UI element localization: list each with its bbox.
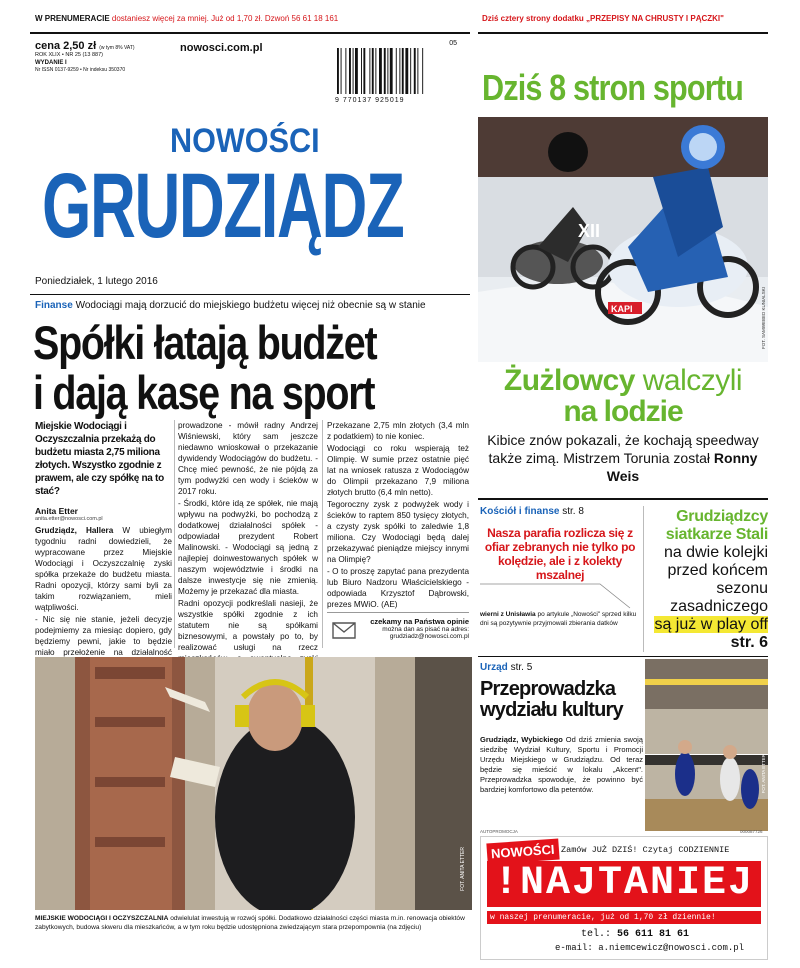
- lead-headline-line1: Spółki łatają budżet: [33, 316, 377, 369]
- speedway-text: [478, 431, 768, 485]
- barcode-bar: [399, 48, 400, 94]
- office-text: Od dziś zmienia swoją siedzibę Wydział Kultury, Sportu i Promocji Urzędu Miejskiego w Grudziądzu. Od teraz będzie się mieścić w lokalu „Akcent". Przeprowadzka spowoduje, że powinno być bardziej komfortowo dla petentów.: [480, 735, 643, 794]
- paragraph: prowadzone - mówił radny Andrzej Wiśniewski, który sam jeszcze niedawno wnioskował o przekazanie dywidendy Wodociągów do budżetu. - Chcę mieć pewność, że nie pójdą za tym podwyżki cen wody i ścieków w 2017 roku.: [178, 421, 318, 496]
- author: Anita Etter: [35, 506, 78, 516]
- barcode-bar: [337, 48, 339, 94]
- speedway-body: Kibice znów pokazali, że kochają speedway także zimą. Mistrzem Torunia został: [487, 432, 759, 466]
- subscription-ad[interactable]: [480, 836, 768, 960]
- barcode-bar: [375, 48, 376, 94]
- speedway-winner: Ronny Weis: [606, 450, 758, 484]
- right-rule: [478, 656, 768, 657]
- barcode-bar: [353, 48, 354, 94]
- office-headline-l2: wydziału kultury: [480, 699, 623, 721]
- barcode-bar: [410, 48, 411, 94]
- church-source: wierni z Unisławia: [480, 611, 536, 618]
- lead-headline-line2: i dają kasę na sport: [33, 366, 375, 419]
- volleyball-l3: na dwie kolejki: [663, 544, 768, 561]
- office-story[interactable]: [480, 662, 643, 795]
- barcode-bar: [405, 48, 408, 94]
- issue-date: Poniedziałek, 1 lutego 2016: [35, 276, 158, 287]
- price-box: [35, 40, 175, 74]
- office-page: str. 5: [510, 662, 533, 673]
- barcode-bar: [387, 48, 388, 94]
- author-email[interactable]: anita.etter@nowosci.com.pl: [35, 516, 103, 522]
- supplement-text: Dziś cztery strony dodatku: [482, 14, 584, 23]
- photo-credit: FOT. SAMWEBED KUNIALSKI: [761, 287, 766, 350]
- church-label: Kościół i finanse: [480, 506, 560, 517]
- church-headline: Nasza parafia rozlicza się z ofiar zebranych nie tylko po kolędzie, ale i z kolekty mszalnej: [484, 526, 636, 582]
- photo-credit: FOT. ANITA ETTER: [761, 754, 766, 794]
- ad-email-line: [555, 943, 744, 953]
- ad-label-right: 000087726: [740, 829, 763, 834]
- subscription-text: dostaniesz więcej za mniej. Już od 1,70 zł. Dzwoń 56 61 18 161: [111, 14, 339, 23]
- price: cena 2,50 zł: [35, 40, 97, 52]
- photo-credit: FOT. ANITA ETTER: [460, 847, 466, 891]
- office-dateline: Grudziądz, Wybickiego: [480, 735, 563, 744]
- barcode-bar: [414, 48, 416, 94]
- speedway-story[interactable]: [478, 365, 768, 485]
- opinions-box: [327, 612, 469, 650]
- logo-top: NOWOŚCI: [170, 122, 320, 160]
- ad-line: w naszej prenumeracie, już od 1,70 zł dziennie!: [487, 911, 761, 924]
- sport-headline[interactable]: Dziś 8 stron sportu: [482, 67, 743, 108]
- barcode-bar: [379, 48, 382, 94]
- paragraph: Przekazane 2,75 mln złotych (3,4 mln z podatkiem) to nie koniec.: [327, 421, 469, 441]
- paragraph: Radni opozycji podkreślali nasieji, że wszystkie spółki zgodnie z ich statutem nie są spółkami biznesowymi, a powstały po to, by realizować usługi na rzecz: [178, 599, 318, 652]
- subscription-banner: [35, 14, 338, 23]
- logo-main: GRUDZIĄDZ: [42, 155, 404, 257]
- office-headline-l1: Przeprowadzka: [480, 678, 616, 700]
- envelope-icon: [331, 617, 357, 643]
- paragraph: Tegoroczny zysk z podwyżek wody i ścieków to raptem 850 tysięcy złotych, a czysty zysk spółki to zaledwie 1,8 miliona. Czy Wodociągi będą dalej przekazywać pieniądze miejscy innymi na Olimpię?: [327, 500, 469, 564]
- opinions-title: czekamy na Państwa opinie: [370, 617, 469, 626]
- barcode-bar: [384, 48, 386, 94]
- ad-email[interactable]: a.niemcewicz@nowosci.com.pl: [598, 943, 745, 953]
- speedway-title-line2: na lodzie: [563, 395, 683, 428]
- photo-caption: [35, 914, 472, 932]
- ad-phone[interactable]: 56 611 81 61: [617, 929, 690, 940]
- ad-label-left: AUTOPROMOCJA: [480, 829, 518, 834]
- bike-number: XII: [578, 221, 601, 241]
- barcode-bar: [345, 48, 346, 94]
- opinions-email[interactable]: grudziadz@nowosci.com.pl: [389, 633, 469, 640]
- volleyball-l6: zasadniczego: [670, 598, 768, 615]
- volleyball-l4: przed końcem: [667, 562, 768, 579]
- volleyball-l2: siatkarze Stali: [665, 526, 768, 543]
- lead-column-1: [35, 420, 172, 681]
- barcode: [335, 40, 457, 108]
- column-divider: [643, 506, 644, 652]
- lead-headline[interactable]: [33, 318, 376, 418]
- top-rule-right: [478, 32, 768, 34]
- paragraph: Wodociągi co roku wspierają też Olimpię. W sumie przez ostatnie pięć lat na wniosek ratusza z Wodociągów do Olimpii przekazano 7,9 miliona złotych brutto (6,4 mln netto).: [327, 444, 469, 497]
- paragraph: - O to proszę zapytać pana prezydenta lub Biuro Nadzoru Właścicielskiego - odpowiada Krzysztof Dąbrowski, prezes MWiO.: [327, 567, 469, 609]
- website[interactable]: nowosci.com.pl: [180, 42, 263, 54]
- lead-photo: [35, 657, 472, 910]
- volleyball-story[interactable]: [645, 508, 768, 652]
- dateline: Grudziądz, Hallera: [35, 526, 114, 535]
- right-rule: [478, 498, 768, 500]
- barcode-number: 9 770137 925019: [335, 97, 405, 104]
- column-divider: [322, 420, 323, 648]
- lead-column-3: [327, 420, 469, 611]
- office-label: Urząd: [480, 662, 508, 673]
- volleyball-l5: sezonu: [716, 580, 768, 597]
- opinions-text: można dan as pisać na adres:: [382, 626, 469, 633]
- ad-phone-line: [581, 929, 689, 940]
- caption-bold: MIEJSKIE WODOCIĄGI I OCZYSZCZALNIA: [35, 915, 169, 922]
- supplement-banner: [482, 14, 724, 23]
- ad-logo: NOWOŚCI: [486, 839, 559, 865]
- ad-big: !NAJTANIEJ: [487, 861, 761, 907]
- speedway-title-bold: Żużlowcy: [503, 364, 635, 397]
- date-rule: [30, 294, 470, 295]
- ad-phone-label: tel.:: [581, 929, 612, 940]
- ad-slogan: Zamów JUŻ DZIŚ! Czytaj CODZIENNIE: [561, 845, 730, 855]
- barcode-bar: [369, 48, 370, 94]
- paragraph: W ubiegłym tygodniu radni dowiedzieli, że wypracowane przez Miejskie Wodociągi i Oczyszczalnię zyski spółka przekaże do budżetu miasta. Radni opozycji, którzy sami byli za takim rozwiązaniem, mieli wątpliwości.: [35, 526, 172, 612]
- lead-kicker-line: [35, 300, 475, 311]
- volleyball-photo: [645, 659, 768, 831]
- subscription-title: W PRENUMERACIE: [35, 14, 110, 23]
- barcode-bar: [372, 48, 374, 94]
- barcode-bar: [396, 48, 397, 94]
- barcode-bar: [355, 48, 358, 94]
- volleyball-page: str. 6: [730, 634, 768, 651]
- barcode-bar: [361, 48, 362, 94]
- lead-kicker: Finanse: [35, 300, 73, 311]
- church-page: str. 8: [562, 506, 584, 517]
- paragraph: - Środki, które idą ze spółek, nie mają wpływu na podwyżki, bo pochodzą z dodatkowej działalności spółek - odpowiadał prezydent Robert Malinowski. - Wodociągi są jedną z najlepiej doinwestowanych spółek w naszym województwie i środki na dalsze inwestycje się nie zmienią. Możemy je przekazać dla miasta.: [178, 499, 318, 596]
- paragraph: - Nic się nie stanie, jeżeli decyzje podejmiemy za miesiąc dopiero, gdy będziemy pewni, jakie to będzie miało przełożenie na działalność: [35, 615, 172, 657]
- speech-pointer: [480, 582, 640, 610]
- barcode-bar: [363, 48, 365, 94]
- ad-email-label: e-mail:: [555, 943, 593, 953]
- volleyball-highlight: są już w play off: [654, 616, 768, 633]
- volleyball-l1: Grudziądzcy: [676, 508, 768, 525]
- issn: Nr ISSN 0137-9259 • Nr indeksu 350370: [35, 67, 126, 73]
- barcode-issue: 05: [449, 40, 457, 47]
- column-divider: [174, 420, 175, 648]
- supplement-name: „PRZEPISY NA CHRUSTY I PĄCZKI": [586, 14, 724, 23]
- sponsor-label: KAPI: [611, 304, 633, 314]
- speedway-photo: [478, 117, 768, 362]
- lead-lede: Miejskie Wodociągi i Oczyszczalnia przekażą do budżetu miasta 2,75 miliona złotych. Wszystko zgodnie z prawem, ale czy spółkę na to stać?: [35, 421, 164, 497]
- barcode-bar: [417, 48, 418, 94]
- barcode-bar: [390, 48, 393, 94]
- edition: WYDANIE I: [35, 60, 67, 66]
- caption-text: odwielulat inwestują w rozwój spółki. Dodatkowo działalności części miasta m.in. renowacja obiektów zabytkowych, budowa skweru dla mieszkańców, a w tym roku będzie udostępniona zwiedzającym stara przepompownia (na zdjęciu): [35, 915, 465, 931]
- church-story[interactable]: [480, 506, 640, 628]
- church-source-text: po artykule „Nowości" sprzed kilku dni są pozytywnie przyjmowali zbierania datków: [480, 611, 637, 627]
- barcode-bar: [402, 48, 404, 94]
- price-note: (w tym 8% VAT): [99, 45, 135, 51]
- lead-kicker-text: Wodociągi mają dorzucić do miejskiego budżetu więcej niż obecnie są w stanie: [75, 300, 426, 311]
- top-rule: [30, 32, 470, 34]
- lead-column-2: [178, 420, 318, 687]
- barcode-bar: [341, 48, 342, 94]
- barcode-bar: [422, 48, 423, 94]
- signature: (AE): [381, 600, 398, 609]
- barcode-bar: [349, 48, 351, 94]
- volume: ROK XLIX • NR 25 (13 887): [35, 52, 103, 58]
- speedway-title-thin: walczyli: [642, 364, 743, 397]
